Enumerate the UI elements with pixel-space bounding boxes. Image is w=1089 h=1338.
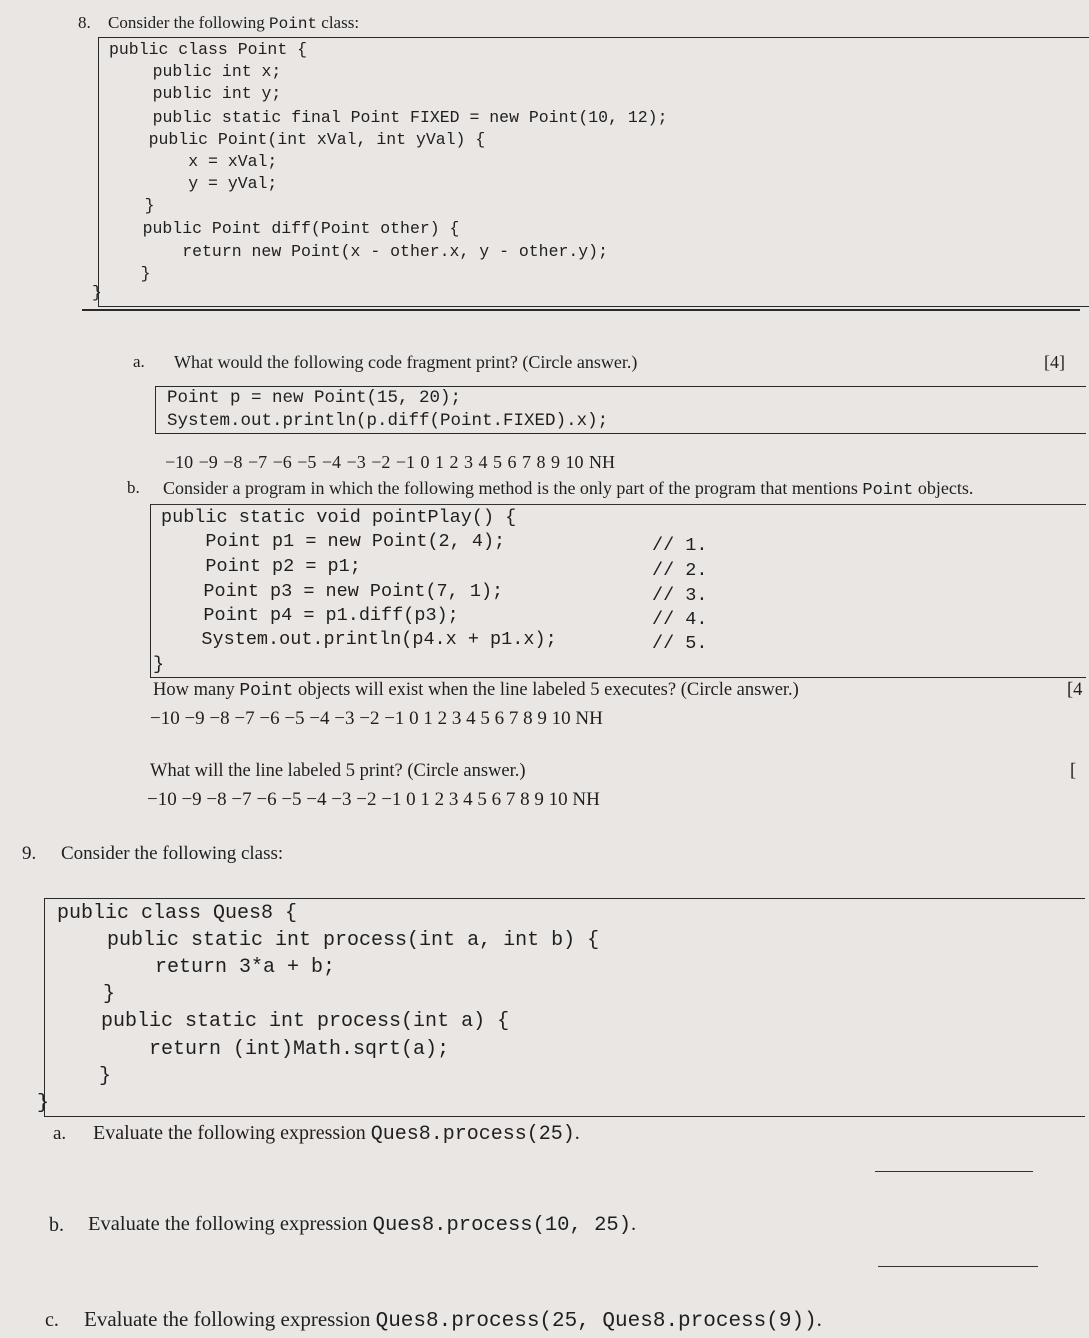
question-number: 9. (22, 843, 37, 864)
code-line: public static void pointPlay() { (161, 507, 517, 528)
answer-blank[interactable] (875, 1171, 1033, 1172)
divider (82, 309, 1080, 311)
code-line: } (92, 283, 102, 302)
question-code: Point (239, 681, 294, 701)
answer-choices[interactable]: −10 −9 −8 −7 −6 −5 −4 −3 −2 −1 0 1 2 3 4 5 6 7 8 9 10 NH (150, 708, 603, 729)
intro-text-end: class: (317, 13, 360, 32)
code-line: Point p1 = new Point(2, 4); (161, 531, 506, 552)
code-line: public int x; (113, 62, 282, 81)
code-line: public class Point { (109, 40, 308, 59)
part-letter: c. (45, 1309, 59, 1331)
expression-code: Ques8.process(25) (370, 1123, 575, 1146)
question-intro (108, 13, 359, 33)
answer-choices[interactable]: −10 −9 −8 −7 −6 −5 −4 −3 −2 −1 0 1 2 3 4 5 6 7 8 9 10 NH (165, 452, 616, 472)
part-letter: a. (53, 1123, 67, 1144)
code-line: } (55, 983, 116, 1006)
marks-label: [ (1070, 761, 1077, 781)
question-code: Point (862, 481, 914, 500)
code-line: x = xVal; (109, 152, 278, 171)
code-line: } (37, 1092, 50, 1115)
code-line: System.out.println(p.diff(Point.FIXED).x); (167, 411, 609, 431)
question-text: Consider a program in which the following method is the only part of the program that mentions (163, 478, 863, 498)
code-line: } (51, 1065, 112, 1088)
code-line: } (153, 654, 165, 675)
line-comment: // 2. (652, 560, 708, 581)
part-letter: b. (127, 478, 140, 497)
code-line: y = yVal; (109, 174, 278, 193)
question-text-end: objects. (913, 478, 974, 498)
expression-code: Ques8.process(25, Ques8.process(9)) (375, 1310, 817, 1333)
intro-code: Point (269, 15, 318, 33)
question-text: Evaluate the following expression (93, 1122, 371, 1144)
question-text: Evaluate the following expression (88, 1213, 373, 1235)
intro-text: Consider the following (108, 13, 270, 32)
code-line: public class Ques8 { (57, 902, 298, 925)
code-line: public Point diff(Point other) { (103, 219, 460, 238)
question-text: Evaluate the following expression (84, 1307, 376, 1331)
marks-label: [4] (1044, 352, 1065, 372)
code-line: } (105, 196, 155, 215)
line-comment: // 3. (652, 585, 708, 606)
question-text-end: . (631, 1213, 637, 1235)
question-intro: Consider the following class: (61, 843, 284, 864)
code-line: Point p4 = p1.diff(p3); (159, 605, 459, 626)
part-letter: a. (133, 352, 145, 371)
code-line: public static int process(int a, int b) { (59, 929, 600, 952)
question-text-end: . (816, 1307, 822, 1331)
question-text-end: . (574, 1122, 580, 1144)
question-text: How many (153, 680, 240, 700)
code-line: public Point(int xVal, int yVal) { (109, 130, 486, 149)
part-b-subquestion-1 (153, 680, 799, 701)
code-line: public static int process(int a) { (53, 1010, 510, 1033)
point-class-code-box (98, 37, 1089, 307)
question-text-end: objects will exist when the line labeled 5 executes? (Circle answer.) (293, 680, 799, 700)
code-line: Point p2 = p1; (161, 556, 361, 577)
marks-label: [4 (1067, 680, 1083, 700)
part-letter: b. (49, 1214, 64, 1236)
line-comment: // 4. (652, 609, 708, 630)
part-b-expression (88, 1213, 636, 1237)
part-c-expression (84, 1307, 822, 1333)
question-number: 8. (78, 13, 91, 32)
code-line: public int y; (113, 84, 282, 103)
code-line: return (int)Math.sqrt(a); (53, 1038, 450, 1061)
answer-blank[interactable] (878, 1266, 1038, 1267)
part-b-code-box (150, 504, 1086, 678)
line-comment: // 1. (652, 535, 708, 556)
part-b-subquestion-2: What will the line labeled 5 print? (Circle answer.) (150, 761, 526, 781)
code-line: } (101, 264, 151, 283)
part-b-question (163, 478, 973, 500)
part-a-question: What would the following code fragment print? (Circle answer.) (174, 352, 638, 372)
answer-choices[interactable]: −10 −9 −8 −7 −6 −5 −4 −3 −2 −1 0 1 2 3 4 5 6 7 8 9 10 NH (147, 789, 600, 810)
code-line: System.out.println(p4.x + p1.x); (157, 629, 557, 650)
expression-code: Ques8.process(10, 25) (372, 1214, 631, 1237)
part-a-code-box (155, 386, 1086, 434)
code-line: Point p3 = new Point(7, 1); (159, 581, 504, 602)
code-line: return 3*a + b; (59, 956, 336, 979)
line-comment: // 5. (652, 633, 708, 654)
code-line: return new Point(x - other.x, y - other.y); (103, 242, 608, 261)
code-line: Point p = new Point(15, 20); (167, 388, 462, 408)
part-a-expression (93, 1122, 580, 1146)
code-line: public static final Point FIXED = new Point(10, 12); (113, 108, 668, 127)
ques8-class-code-box (37, 898, 1085, 1117)
